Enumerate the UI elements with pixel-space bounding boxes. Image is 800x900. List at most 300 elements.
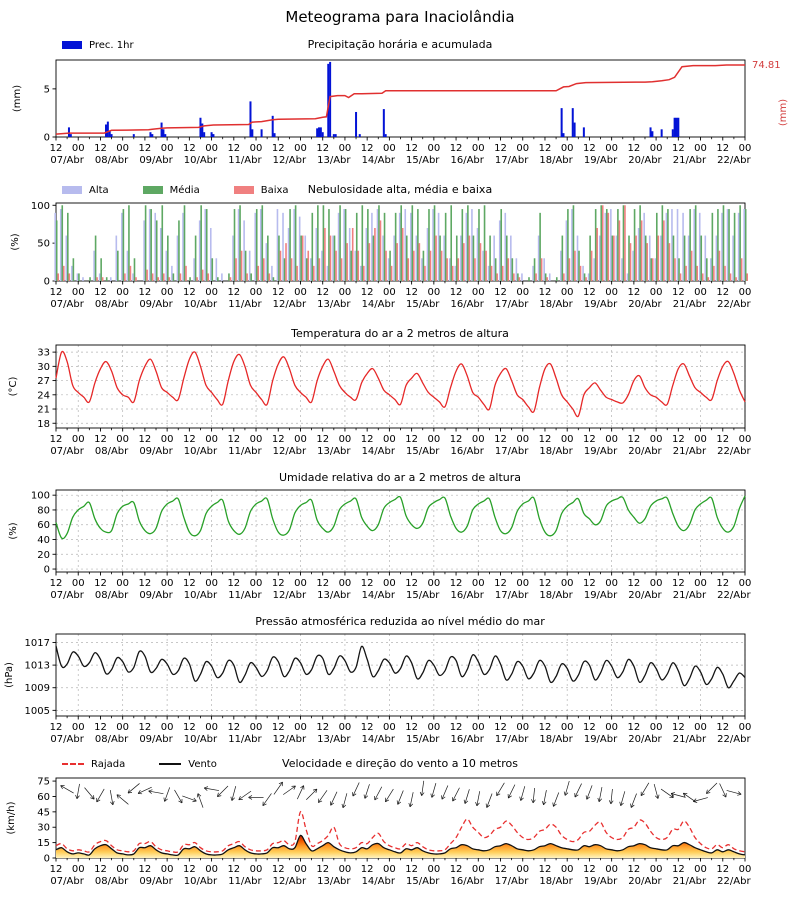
svg-text:12/Abr: 12/Abr: [272, 734, 307, 745]
svg-text:00: 00: [338, 434, 352, 445]
svg-text:12: 12: [271, 722, 285, 733]
svg-text:12: 12: [138, 722, 152, 733]
svg-text:00: 00: [205, 434, 218, 445]
svg-text:00: 00: [738, 143, 752, 154]
svg-text:75: 75: [37, 776, 50, 788]
svg-text:15/Abr: 15/Abr: [406, 446, 440, 457]
legend-swatch: [62, 763, 84, 765]
temperature-title: Temperatura do ar a 2 metros de altura: [291, 327, 509, 340]
svg-text:00: 00: [605, 434, 619, 445]
svg-text:12: 12: [494, 434, 507, 445]
svg-text:17/Abr: 17/Abr: [494, 734, 529, 745]
cloudiness-header: [0, 183, 800, 199]
svg-text:07/Abr: 07/Abr: [50, 155, 84, 166]
svg-text:00: 00: [471, 143, 485, 154]
svg-text:17/Abr: 17/Abr: [494, 876, 529, 887]
legend-label: Rajada: [91, 758, 126, 770]
svg-text:00: 00: [605, 864, 619, 875]
svg-text:12: 12: [138, 434, 152, 445]
svg-text:00: 00: [249, 287, 263, 298]
cloudiness-legend-item-m-dia: [143, 185, 200, 196]
svg-text:12/Abr: 12/Abr: [272, 299, 307, 310]
svg-text:00: 00: [116, 578, 130, 589]
svg-text:33: 33: [37, 347, 50, 359]
svg-text:08/Abr: 08/Abr: [94, 446, 129, 457]
svg-text:1017: 1017: [24, 637, 50, 649]
svg-text:(%): (%): [10, 233, 21, 251]
cloudiness-legend-item-alta: [62, 185, 109, 196]
svg-text:45: 45: [37, 807, 50, 819]
svg-text:11/Abr: 11/Abr: [228, 299, 262, 310]
svg-text:18/Abr: 18/Abr: [539, 155, 573, 166]
svg-text:00: 00: [383, 864, 396, 875]
wind-title: Velocidade e direção do vento a 10 metros: [282, 757, 518, 770]
svg-text:100: 100: [30, 201, 50, 212]
svg-text:21/Abr: 21/Abr: [672, 155, 707, 166]
svg-text:12: 12: [627, 864, 641, 875]
svg-text:12: 12: [360, 722, 374, 733]
svg-text:00: 00: [383, 722, 396, 733]
svg-text:12: 12: [316, 722, 330, 733]
svg-text:12: 12: [538, 434, 552, 445]
svg-text:00: 00: [249, 722, 263, 733]
svg-text:21/Abr: 21/Abr: [672, 734, 707, 745]
svg-text:12: 12: [316, 143, 330, 154]
legend-swatch: [159, 763, 181, 765]
svg-text:12: 12: [627, 722, 641, 733]
svg-text:07/Abr: 07/Abr: [50, 446, 84, 457]
svg-text:00: 00: [71, 287, 85, 298]
svg-text:00: 00: [71, 864, 85, 875]
svg-text:21/Abr: 21/Abr: [672, 446, 707, 457]
svg-text:00: 00: [160, 578, 174, 589]
legend-label: Baixa: [260, 184, 289, 196]
svg-text:09/Abr: 09/Abr: [139, 155, 173, 166]
svg-text:12: 12: [494, 143, 507, 154]
svg-text:12: 12: [716, 578, 730, 589]
svg-text:00: 00: [338, 864, 352, 875]
svg-text:21: 21: [37, 404, 50, 416]
svg-text:14/Abr: 14/Abr: [361, 299, 395, 310]
svg-text:00: 00: [516, 143, 530, 154]
svg-text:15/Abr: 15/Abr: [406, 155, 440, 166]
svg-text:74.81: 74.81: [752, 59, 781, 71]
svg-text:00: 00: [605, 287, 619, 298]
svg-text:12: 12: [182, 864, 196, 875]
precipitation-header: [0, 38, 800, 54]
svg-text:18/Abr: 18/Abr: [539, 299, 573, 310]
svg-text:12: 12: [494, 287, 507, 298]
humidity-chart: [0, 488, 800, 605]
svg-text:11/Abr: 11/Abr: [228, 876, 262, 887]
svg-text:50: 50: [37, 238, 50, 250]
svg-text:12: 12: [583, 578, 596, 589]
svg-text:30: 30: [37, 361, 50, 373]
svg-text:12: 12: [583, 722, 596, 733]
svg-text:22/Abr: 22/Abr: [717, 446, 751, 457]
svg-text:16/Abr: 16/Abr: [450, 876, 484, 887]
svg-text:16/Abr: 16/Abr: [450, 734, 484, 745]
svg-text:00: 00: [471, 722, 485, 733]
svg-text:09/Abr: 09/Abr: [139, 876, 173, 887]
svg-text:00: 00: [649, 434, 663, 445]
svg-text:14/Abr: 14/Abr: [361, 876, 395, 887]
legend-swatch: [234, 186, 254, 194]
svg-text:00: 00: [116, 864, 130, 875]
svg-text:00: 00: [338, 722, 352, 733]
wind-header: [0, 757, 800, 773]
svg-text:12: 12: [449, 143, 463, 154]
legend-swatch: [143, 186, 163, 194]
svg-text:00: 00: [560, 864, 574, 875]
svg-text:22/Abr: 22/Abr: [717, 299, 751, 310]
svg-text:18/Abr: 18/Abr: [539, 446, 573, 457]
svg-text:08/Abr: 08/Abr: [94, 590, 129, 601]
svg-text:60: 60: [37, 791, 50, 803]
svg-text:00: 00: [116, 722, 130, 733]
svg-text:10/Abr: 10/Abr: [183, 734, 218, 745]
svg-text:12: 12: [538, 143, 552, 154]
svg-text:12: 12: [449, 722, 463, 733]
svg-text:12: 12: [94, 864, 107, 875]
svg-text:22/Abr: 22/Abr: [717, 155, 751, 166]
svg-text:18/Abr: 18/Abr: [539, 734, 573, 745]
svg-text:12: 12: [583, 864, 596, 875]
svg-text:12: 12: [671, 578, 685, 589]
temperature-chart: [0, 343, 800, 461]
svg-text:00: 00: [560, 578, 574, 589]
svg-text:20/Abr: 20/Abr: [628, 734, 662, 745]
svg-text:00: 00: [649, 143, 663, 154]
pressure-chart: [0, 632, 800, 749]
svg-text:12: 12: [583, 143, 596, 154]
svg-text:12: 12: [405, 287, 418, 298]
svg-text:16/Abr: 16/Abr: [450, 446, 484, 457]
svg-text:12: 12: [494, 722, 507, 733]
svg-text:12: 12: [360, 287, 374, 298]
svg-text:12: 12: [227, 722, 241, 733]
svg-text:07/Abr: 07/Abr: [50, 734, 84, 745]
svg-text:12: 12: [538, 864, 552, 875]
svg-text:09/Abr: 09/Abr: [139, 446, 173, 457]
svg-text:07/Abr: 07/Abr: [50, 299, 84, 310]
svg-text:00: 00: [738, 864, 752, 875]
svg-text:22/Abr: 22/Abr: [717, 590, 751, 601]
svg-text:12: 12: [271, 143, 285, 154]
svg-text:00: 00: [694, 722, 707, 733]
svg-text:12: 12: [227, 864, 241, 875]
svg-text:00: 00: [205, 722, 218, 733]
svg-text:13/Abr: 13/Abr: [317, 155, 351, 166]
svg-text:00: 00: [694, 143, 707, 154]
svg-text:20/Abr: 20/Abr: [628, 590, 662, 601]
svg-text:20: 20: [37, 549, 50, 561]
svg-text:00: 00: [249, 578, 263, 589]
svg-text:19/Abr: 19/Abr: [583, 155, 618, 166]
svg-text:12: 12: [182, 434, 196, 445]
svg-text:15/Abr: 15/Abr: [406, 299, 440, 310]
legend-swatch: [62, 186, 82, 194]
svg-text:12: 12: [538, 578, 552, 589]
cloudiness-legend-item-baixa: [234, 185, 289, 196]
svg-text:12: 12: [671, 722, 685, 733]
svg-text:0: 0: [43, 132, 50, 144]
svg-text:12: 12: [316, 434, 330, 445]
svg-text:00: 00: [471, 287, 485, 298]
svg-text:20/Abr: 20/Abr: [628, 876, 662, 887]
svg-text:00: 00: [160, 722, 174, 733]
svg-text:20/Abr: 20/Abr: [628, 299, 662, 310]
svg-text:00: 00: [71, 143, 85, 154]
svg-text:15/Abr: 15/Abr: [406, 590, 440, 601]
svg-text:00: 00: [471, 434, 485, 445]
svg-text:18/Abr: 18/Abr: [539, 590, 573, 601]
svg-text:00: 00: [116, 434, 130, 445]
svg-text:12: 12: [360, 434, 374, 445]
svg-text:5: 5: [43, 84, 50, 96]
svg-text:60: 60: [37, 520, 50, 532]
svg-text:13/Abr: 13/Abr: [317, 446, 351, 457]
precipitation-legend-item-prec-1hr: [62, 40, 134, 51]
svg-text:0: 0: [43, 276, 50, 288]
svg-text:00: 00: [694, 287, 707, 298]
svg-text:14/Abr: 14/Abr: [361, 155, 395, 166]
svg-text:14/Abr: 14/Abr: [361, 734, 395, 745]
svg-text:00: 00: [160, 287, 174, 298]
precipitation-title: Precipitação horária e acumulada: [307, 38, 493, 51]
svg-text:16/Abr: 16/Abr: [450, 299, 484, 310]
svg-text:30: 30: [37, 822, 50, 834]
svg-text:100: 100: [30, 490, 50, 502]
svg-text:09/Abr: 09/Abr: [139, 590, 173, 601]
svg-text:(mm): (mm): [778, 98, 789, 127]
svg-text:40: 40: [37, 534, 50, 546]
svg-text:12: 12: [494, 578, 507, 589]
svg-text:12/Abr: 12/Abr: [272, 876, 307, 887]
svg-text:00: 00: [694, 434, 707, 445]
svg-text:13/Abr: 13/Abr: [317, 734, 351, 745]
svg-text:12/Abr: 12/Abr: [272, 446, 307, 457]
svg-text:00: 00: [249, 864, 263, 875]
svg-text:13/Abr: 13/Abr: [317, 590, 351, 601]
svg-text:12: 12: [716, 143, 730, 154]
svg-text:10/Abr: 10/Abr: [183, 299, 218, 310]
humidity-header: [0, 471, 800, 487]
svg-text:00: 00: [694, 578, 707, 589]
svg-text:20/Abr: 20/Abr: [628, 446, 662, 457]
svg-text:12: 12: [449, 434, 463, 445]
svg-text:12: 12: [716, 434, 730, 445]
svg-text:22/Abr: 22/Abr: [717, 876, 751, 887]
svg-text:12: 12: [360, 578, 374, 589]
svg-text:15: 15: [37, 838, 50, 850]
svg-text:12: 12: [182, 722, 196, 733]
svg-text:1013: 1013: [24, 660, 50, 672]
svg-text:12: 12: [271, 287, 285, 298]
precipitation-chart: [0, 58, 800, 170]
pressure-header: [0, 615, 800, 631]
svg-text:12: 12: [49, 287, 63, 298]
svg-text:00: 00: [249, 434, 263, 445]
svg-text:00: 00: [427, 143, 441, 154]
svg-text:12: 12: [405, 722, 418, 733]
svg-text:12: 12: [360, 864, 374, 875]
svg-text:22/Abr: 22/Abr: [717, 734, 751, 745]
svg-text:12: 12: [716, 864, 730, 875]
svg-text:00: 00: [516, 434, 530, 445]
svg-text:19/Abr: 19/Abr: [583, 876, 618, 887]
svg-text:0: 0: [43, 564, 50, 576]
svg-text:09/Abr: 09/Abr: [139, 734, 173, 745]
svg-text:12: 12: [449, 287, 463, 298]
svg-text:00: 00: [649, 287, 663, 298]
svg-text:00: 00: [205, 864, 218, 875]
svg-text:12: 12: [94, 143, 107, 154]
svg-text:00: 00: [383, 434, 396, 445]
svg-text:12: 12: [94, 578, 107, 589]
svg-text:12: 12: [627, 578, 641, 589]
svg-text:10/Abr: 10/Abr: [183, 155, 218, 166]
svg-text:00: 00: [427, 287, 441, 298]
svg-text:15/Abr: 15/Abr: [406, 734, 440, 745]
svg-text:15/Abr: 15/Abr: [406, 876, 440, 887]
svg-text:19/Abr: 19/Abr: [583, 299, 618, 310]
svg-text:12/Abr: 12/Abr: [272, 590, 307, 601]
svg-text:12: 12: [49, 864, 63, 875]
svg-text:13/Abr: 13/Abr: [317, 876, 351, 887]
svg-text:00: 00: [160, 143, 174, 154]
svg-text:12: 12: [538, 287, 552, 298]
svg-text:08/Abr: 08/Abr: [94, 876, 129, 887]
precipitation-legend: [62, 38, 134, 52]
svg-text:00: 00: [471, 864, 485, 875]
svg-text:00: 00: [338, 143, 352, 154]
svg-text:12: 12: [671, 434, 685, 445]
svg-text:12: 12: [671, 864, 685, 875]
svg-text:12: 12: [182, 143, 196, 154]
svg-text:00: 00: [205, 578, 218, 589]
svg-text:08/Abr: 08/Abr: [94, 299, 129, 310]
svg-text:00: 00: [116, 287, 130, 298]
svg-text:12: 12: [138, 578, 152, 589]
svg-text:10/Abr: 10/Abr: [183, 446, 218, 457]
svg-text:12: 12: [138, 864, 152, 875]
svg-text:07/Abr: 07/Abr: [50, 590, 84, 601]
svg-text:00: 00: [738, 287, 752, 298]
svg-text:00: 00: [294, 143, 307, 154]
svg-text:00: 00: [560, 434, 574, 445]
svg-text:12: 12: [449, 578, 463, 589]
svg-text:00: 00: [383, 578, 396, 589]
svg-text:11/Abr: 11/Abr: [228, 155, 262, 166]
svg-text:18/Abr: 18/Abr: [539, 876, 573, 887]
svg-text:27: 27: [37, 376, 50, 388]
temperature-header: [0, 327, 800, 343]
svg-text:12: 12: [94, 722, 107, 733]
svg-text:11/Abr: 11/Abr: [228, 734, 262, 745]
svg-text:00: 00: [427, 864, 441, 875]
legend-swatch: [62, 41, 82, 49]
svg-text:12: 12: [627, 434, 641, 445]
svg-text:(%): (%): [8, 522, 19, 540]
svg-text:12: 12: [583, 434, 596, 445]
svg-text:12: 12: [405, 578, 418, 589]
svg-text:12/Abr: 12/Abr: [272, 155, 307, 166]
svg-text:12: 12: [182, 287, 196, 298]
svg-text:00: 00: [605, 143, 619, 154]
svg-text:00: 00: [560, 143, 574, 154]
svg-text:00: 00: [71, 434, 85, 445]
svg-text:17/Abr: 17/Abr: [494, 155, 529, 166]
svg-text:00: 00: [338, 287, 352, 298]
svg-text:12: 12: [627, 143, 641, 154]
wind-legend: [62, 757, 217, 771]
svg-text:00: 00: [471, 578, 485, 589]
cloudiness-title: Nebulosidade alta, média e baixa: [307, 183, 493, 196]
svg-text:13/Abr: 13/Abr: [317, 299, 351, 310]
cloudiness-legend: [62, 183, 289, 197]
svg-text:(mm): (mm): [12, 84, 23, 113]
svg-text:(km/h): (km/h): [6, 801, 17, 835]
svg-text:12: 12: [316, 287, 330, 298]
svg-text:12: 12: [271, 864, 285, 875]
svg-text:14/Abr: 14/Abr: [361, 446, 395, 457]
svg-text:08/Abr: 08/Abr: [94, 734, 129, 745]
legend-label: Alta: [89, 184, 109, 196]
svg-text:00: 00: [605, 722, 619, 733]
svg-text:00: 00: [738, 434, 752, 445]
svg-text:12: 12: [716, 287, 730, 298]
svg-text:00: 00: [560, 722, 574, 733]
svg-text:00: 00: [516, 578, 530, 589]
svg-text:00: 00: [294, 722, 307, 733]
wind-chart: [0, 776, 800, 891]
svg-text:08/Abr: 08/Abr: [94, 155, 129, 166]
svg-text:00: 00: [427, 722, 441, 733]
svg-text:00: 00: [427, 434, 441, 445]
svg-text:00: 00: [605, 578, 619, 589]
svg-text:00: 00: [738, 578, 752, 589]
svg-text:24: 24: [37, 390, 50, 402]
svg-text:00: 00: [649, 578, 663, 589]
svg-text:12: 12: [671, 143, 685, 154]
svg-text:00: 00: [516, 864, 530, 875]
svg-text:12: 12: [182, 578, 196, 589]
svg-text:00: 00: [294, 578, 307, 589]
svg-text:16/Abr: 16/Abr: [450, 155, 484, 166]
svg-text:16/Abr: 16/Abr: [450, 590, 484, 601]
legend-label: Vento: [188, 758, 217, 770]
svg-text:00: 00: [249, 143, 263, 154]
svg-text:12: 12: [271, 578, 285, 589]
svg-text:12: 12: [271, 434, 285, 445]
svg-text:12: 12: [494, 864, 507, 875]
svg-text:00: 00: [694, 864, 707, 875]
svg-text:12: 12: [360, 143, 374, 154]
svg-text:00: 00: [383, 287, 396, 298]
svg-text:11/Abr: 11/Abr: [228, 446, 262, 457]
svg-text:12: 12: [138, 287, 152, 298]
svg-text:00: 00: [427, 578, 441, 589]
svg-text:12: 12: [316, 578, 330, 589]
svg-text:1005: 1005: [24, 705, 50, 717]
svg-text:19/Abr: 19/Abr: [583, 734, 618, 745]
svg-text:12: 12: [583, 287, 596, 298]
svg-text:00: 00: [294, 864, 307, 875]
svg-text:18: 18: [37, 418, 50, 430]
svg-text:12: 12: [405, 143, 418, 154]
svg-text:00: 00: [294, 287, 307, 298]
